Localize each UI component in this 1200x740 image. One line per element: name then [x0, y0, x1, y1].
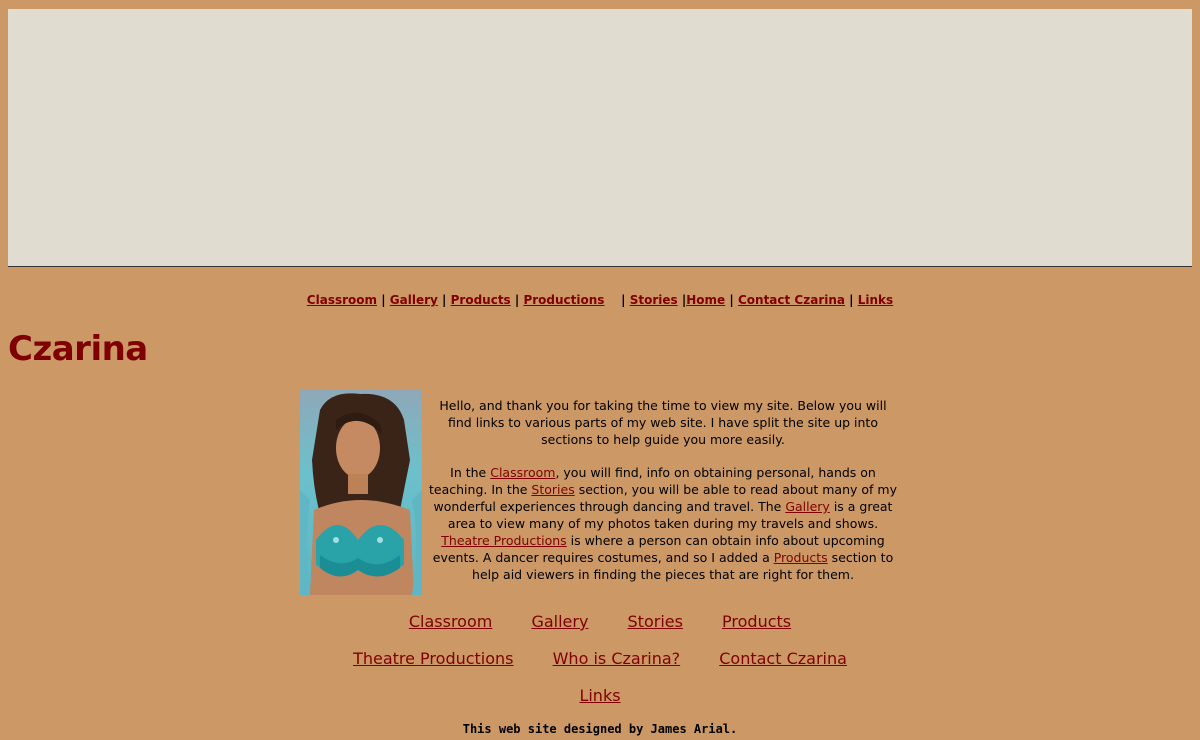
- intro-text-segment: section to help aid viewers in finding the pieces that are right for them.: [472, 550, 894, 582]
- separator: |: [514, 293, 520, 307]
- topnav-contact-link[interactable]: Contact Czarina: [737, 293, 845, 307]
- bottomnav-contact-link[interactable]: Contact Czarina: [719, 649, 847, 668]
- intro-text: [426, 397, 900, 599]
- bottomnav-classroom-link[interactable]: Classroom: [408, 612, 493, 631]
- bottomnav-who-link[interactable]: Who is Czarina?: [552, 649, 681, 668]
- bottomnav-stories-link[interactable]: Stories: [627, 612, 683, 631]
- topnav-gallery-link[interactable]: Gallery: [389, 293, 438, 307]
- intro-text-segment: is a great area to view many of my photos taken during my travels and shows.: [447, 499, 893, 531]
- topnav-links-link[interactable]: Links: [857, 293, 894, 307]
- bottomnav-links-link[interactable]: Links: [579, 686, 621, 705]
- bottom-nav-row-3: [0, 686, 1200, 705]
- intro-classroom-link[interactable]: Classroom: [490, 465, 556, 480]
- page-title: Czarina: [8, 329, 148, 369]
- intro-paragraph-1: Hello, and thank you for taking the time to view my site. Below you will find links to various parts of my web site. I have split the site up into sections to help guide you more easily.: [439, 398, 887, 447]
- bottom-nav-row-2: [0, 649, 1200, 668]
- separator: |: [849, 293, 854, 307]
- intro-text-segment: In the: [450, 465, 491, 480]
- separator: |: [621, 293, 626, 307]
- intro-text-segment: is where a person can obtain info about upcoming events. A dancer requires costumes, and so I added a: [432, 533, 885, 565]
- intro-products-link[interactable]: Products: [773, 550, 828, 565]
- topnav-stories-link[interactable]: Stories: [629, 293, 678, 307]
- bottomnav-theatre-link[interactable]: Theatre Productions: [353, 649, 514, 668]
- separator: |: [442, 293, 447, 307]
- bottomnav-gallery-link[interactable]: Gallery: [531, 612, 589, 631]
- intro-stories-link[interactable]: Stories: [531, 482, 575, 497]
- intro-gallery-link[interactable]: Gallery: [785, 499, 830, 514]
- bottomnav-products-link[interactable]: Products: [722, 612, 792, 631]
- intro-text-segment: , you will find, info on obtaining personal, hands on teaching. In the: [429, 465, 876, 497]
- intro-theatre-link[interactable]: Theatre Productions: [441, 533, 567, 548]
- separator: |: [729, 293, 734, 307]
- header-banner: [8, 9, 1192, 267]
- separator: |: [381, 293, 386, 307]
- topnav-products-link[interactable]: Products: [450, 293, 511, 307]
- topnav-classroom-link[interactable]: Classroom: [306, 293, 378, 307]
- topnav-home-link[interactable]: Home: [686, 293, 726, 307]
- intro-paragraph-2: [426, 464, 900, 583]
- bottom-nav-row-1: [0, 612, 1200, 631]
- footer-credit: This web site designed by James Arial.: [462, 722, 738, 736]
- separator: |: [681, 293, 687, 307]
- intro-text-segment: section, you will be able to read about many of my wonderful experiences through dancing and travel. The: [433, 482, 897, 514]
- dancer-photo: [300, 390, 422, 595]
- topnav-productions-link[interactable]: Productions: [523, 293, 605, 307]
- top-navigation: [0, 293, 1200, 307]
